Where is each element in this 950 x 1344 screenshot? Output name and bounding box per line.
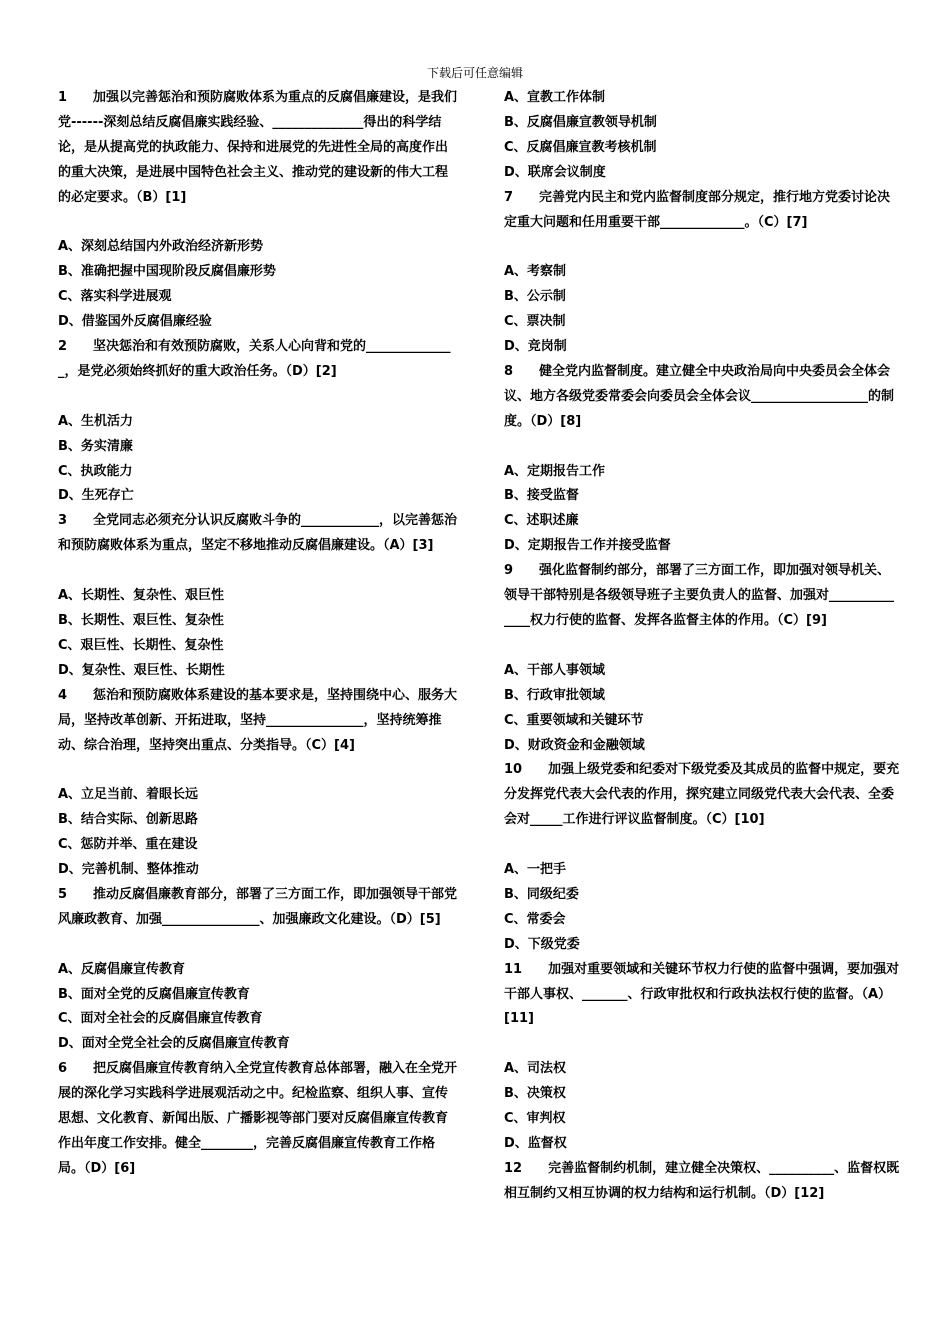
option-b: B、准确把握中国现阶段反腐倡廉形势	[58, 264, 276, 280]
option-d: D、面对全党全社会的反腐倡廉宣传教育	[58, 1036, 290, 1052]
question-text: 8 健全党内监督制度。建立健全中央政治局向中央委员会全体会议、地方各级党委常委会向委员会全体会议__________________的制度。（D）[8]	[504, 363, 895, 429]
question-text: 4 惩治和预防腐败体系建设的基本要求是，坚持围绕中心、服务大局，坚持改革创新、开拓进取，坚持_______________，坚持统筹推动、综合治理，坚持突出重点、分类指导。（C）[4]	[58, 687, 458, 753]
question-item	[504, 86, 900, 186]
option-c: C、审判权	[504, 1111, 566, 1127]
option-d: D、下级党委	[504, 936, 580, 952]
option-c: C、面对全社会的反腐倡廉宣传教育	[58, 1011, 263, 1027]
option-c: C、艰巨性、长期性、复杂性	[58, 637, 224, 653]
option-c: C、反腐倡廉宣教考核机制	[504, 139, 657, 155]
question-text: 3 全党同志必须充分认识反腐败斗争的____________，以完善惩治和预防腐败体系为重点，坚定不移地推动反腐倡廉建设。（A）[3]	[58, 513, 458, 554]
question-item	[504, 559, 900, 758]
question-text: 10 加强上级党委和纪委对下级党委及其成员的监督中规定，要充分发挥党代表大会代表的作用，探究建立同级党代表大会代表、全委会对_____工作进行评议监督制度。（C）[10]	[504, 762, 900, 828]
question-item	[58, 509, 458, 683]
option-d: D、财政资金和金融领域	[504, 737, 645, 753]
option-c: C、落实科学进展观	[58, 289, 172, 305]
left-column	[58, 86, 458, 1182]
question-text: 9 强化监督制约部分，部署了三方面工作，即加强对领导机关、领导干部特别是各级领导班子主要负责人的监督、加强对______________权力行使的监督、发挥各监督主体的作用。（C）[9]	[504, 563, 895, 628]
option-b: B、长期性、艰巨性、复杂性	[58, 612, 224, 628]
option-d: D、监督权	[504, 1135, 567, 1151]
option-c: C、惩防并举、重在建设	[58, 837, 198, 853]
question-item	[58, 883, 458, 1057]
question-item	[504, 958, 900, 1157]
option-b: B、反腐倡廉宣教领导机制	[504, 114, 657, 130]
option-c: C、重要领域和关键环节	[504, 712, 644, 728]
option-a: A、一把手	[504, 862, 567, 878]
option-b: B、务实清廉	[58, 438, 133, 454]
question-item	[504, 758, 900, 957]
right-column	[504, 86, 900, 1207]
option-c: C、常委会	[504, 911, 566, 927]
option-a: A、定期报告工作	[504, 463, 606, 479]
question-item	[58, 684, 458, 883]
option-a: A、宣教工作体制	[504, 90, 606, 105]
option-d: D、完善机制、整体推动	[58, 862, 199, 878]
option-a: A、深刻总结国内外政治经济新形势	[58, 239, 264, 255]
question-item	[504, 360, 900, 559]
option-b: B、接受监督	[504, 488, 579, 504]
question-item	[58, 335, 458, 509]
option-d: D、复杂性、艰巨性、长期性	[58, 662, 225, 678]
question-text: 6 把反腐倡廉宣传教育纳入全党宣传教育总体部署，融入在全党开展的深化学习实践科学进展观活动之中。纪检监察、组织人事、宣传思想、文化教育、新闻出版、广播影视等部门要对反腐倡廉宣传教育作出年度工作安排。健全________，完善反腐倡廉宣传教育工作格局。（D）[6]	[58, 1061, 458, 1176]
option-a: A、司法权	[504, 1061, 567, 1077]
question-item	[58, 86, 458, 335]
option-b: B、结合实际、创新思路	[58, 812, 198, 828]
option-d: D、生死存亡	[58, 488, 134, 504]
option-a: A、考察制	[504, 264, 567, 280]
option-d: D、借鉴国外反腐倡廉经验	[58, 314, 212, 330]
question-text: 2 坚决惩治和有效预防腐败，关系人心向背和党的______________，是党必须始终抓好的重大政治任务。（D）[2]	[58, 339, 451, 379]
question-item	[504, 1157, 900, 1207]
option-b: B、同级纪委	[504, 886, 579, 902]
option-d: D、联席会议制度	[504, 164, 606, 180]
option-a: A、立足当前、着眼长远	[58, 787, 199, 803]
option-c: C、执政能力	[58, 463, 133, 479]
option-a: A、长期性、复杂性、艰巨性	[58, 588, 225, 604]
option-a: A、干部人事领域	[504, 662, 606, 678]
question-item	[58, 1057, 458, 1182]
option-d: D、定期报告工作并接受监督	[504, 538, 671, 554]
option-a: A、反腐倡廉宣传教育	[58, 961, 186, 977]
option-d: D、竞岗制	[504, 339, 567, 355]
option-b: B、公示制	[504, 289, 566, 305]
question-text: 1 加强以完善惩治和预防腐败体系为重点的反腐倡廉建设，是我们党------深刻总结反腐倡廉实践经验、______________得出的科学结论，是从提高党的执政能力、保持和进展党的先进性全局的高度作出的重大决策，是进展中国特色社会主义、推动党的建设新的伟大工程的必定要求。（B）[1]	[58, 90, 458, 205]
question-text: 12 完善监督制约机制，建立健全决策权、__________、监督权既相互制约又相互协调的权力结构和运行机制。（D）[12]	[504, 1160, 900, 1201]
question-text: 7 完善党内民主和党内监督制度部分规定，推行地方党委讨论决定重大问题和任用重要干部_____________。（C）[7]	[504, 189, 891, 230]
option-c: C、述职述廉	[504, 513, 579, 529]
option-b: B、行政审批领域	[504, 687, 605, 703]
option-c: C、票决制	[504, 314, 566, 330]
page-header: 下载后可任意编辑	[426, 66, 523, 80]
question-text: 5 推动反腐倡廉教育部分，部署了三方面工作，即加强领导干部党风廉政教育、加强_______________、加强廉政文化建设。（D）[5]	[58, 886, 458, 927]
question-item	[504, 186, 900, 360]
option-b: B、决策权	[504, 1086, 566, 1102]
option-b: B、面对全党的反腐倡廉宣传教育	[58, 986, 250, 1002]
question-text: 11 加强对重要领域和关键环节权力行使的监督中强调，要加强对干部人事权、_______、行政审批权和行政执法权行使的监督。（A）[11]	[504, 961, 900, 1027]
option-a: A、生机活力	[58, 413, 134, 429]
